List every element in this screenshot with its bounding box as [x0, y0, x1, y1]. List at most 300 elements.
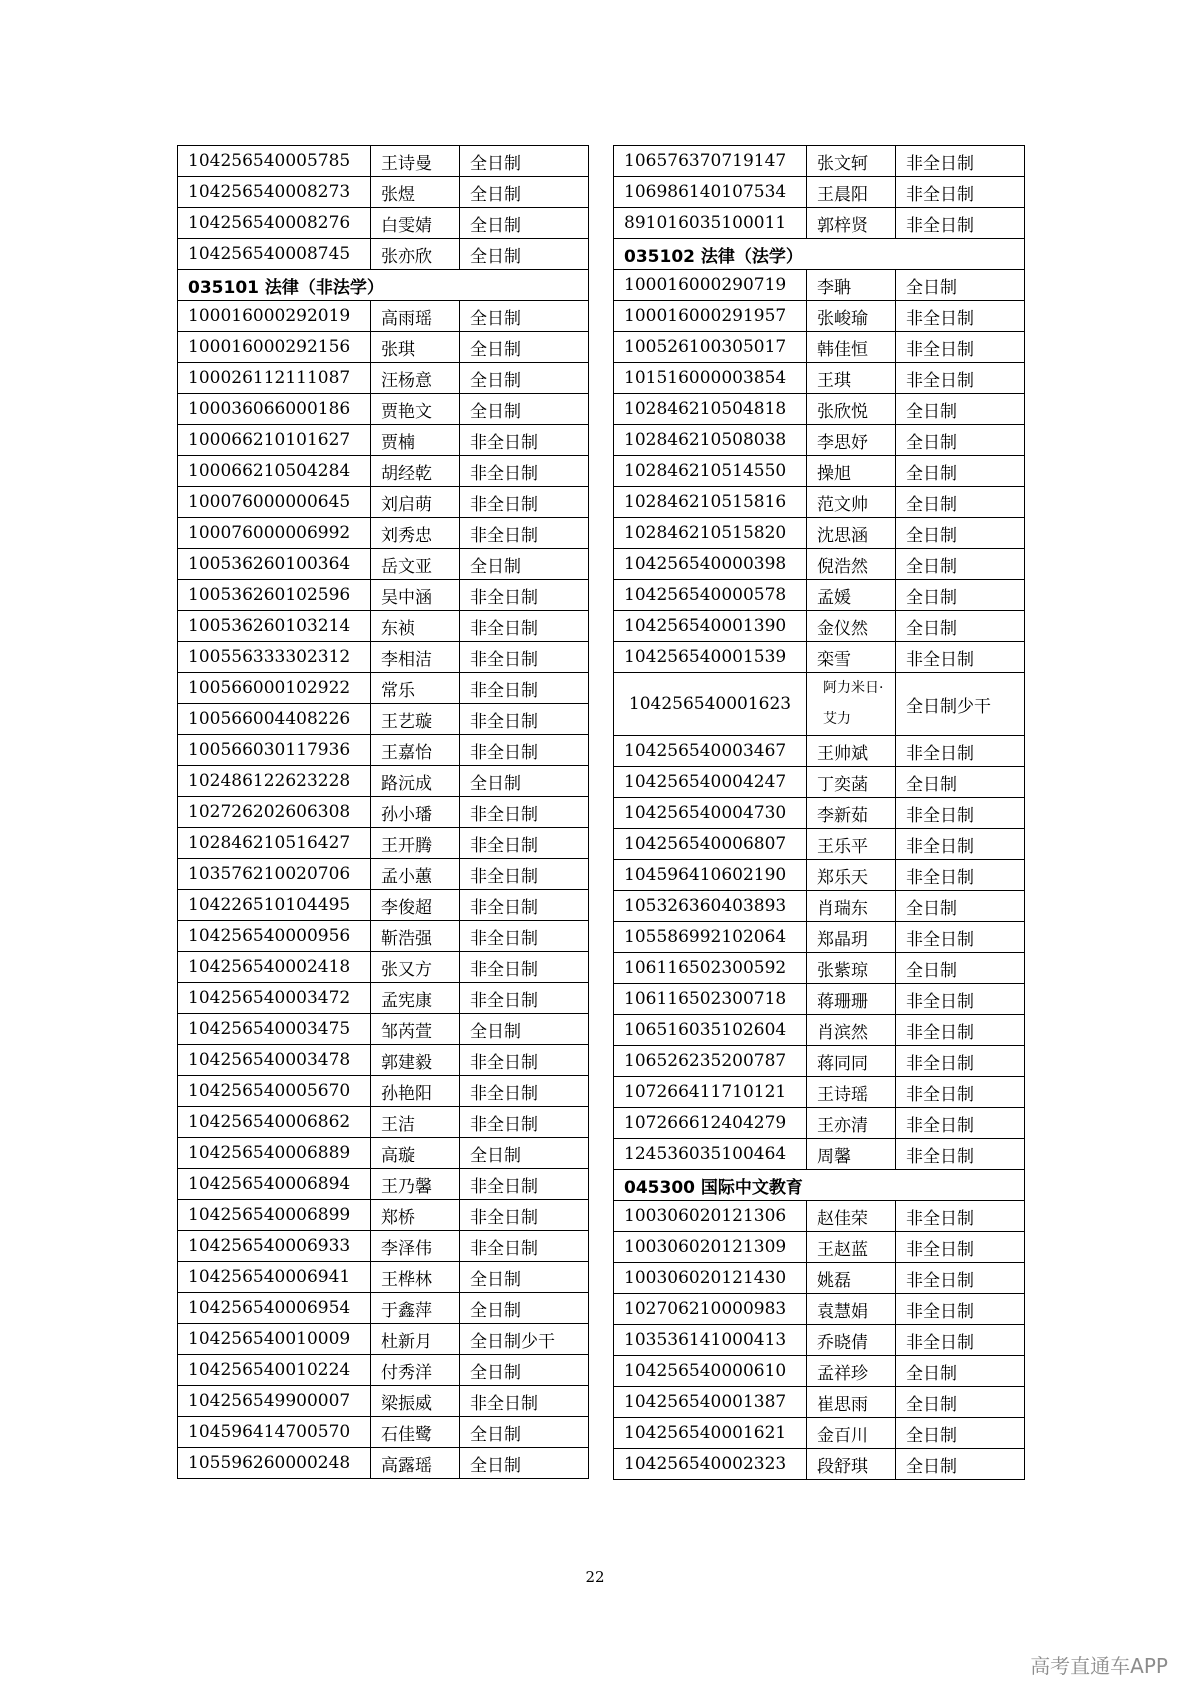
student-name-cell: 高璇: [371, 1138, 460, 1169]
student-name-cell: 王乐平: [807, 829, 896, 860]
table-row: [178, 1107, 589, 1138]
candidate-id-cell: 100306020121309: [614, 1232, 807, 1263]
candidate-id-cell: 102846210514550: [614, 456, 807, 487]
table-row: [614, 1418, 1025, 1449]
study-mode-cell: 非全日制: [460, 1200, 589, 1231]
candidate-id-cell: 104256540000578: [614, 580, 807, 611]
student-name-cell: 李思妤: [807, 425, 896, 456]
study-mode-cell: 非全日制: [460, 983, 589, 1014]
candidate-id-cell: 104256540003472: [178, 983, 371, 1014]
student-name-cell: 栾雪: [807, 642, 896, 673]
table-row: [178, 239, 589, 270]
study-mode-cell: 非全日制: [896, 208, 1025, 239]
student-name-cell: 郑晶玥: [807, 922, 896, 953]
table-row: [614, 891, 1025, 922]
table-row: [614, 984, 1025, 1015]
table-row: [614, 363, 1025, 394]
study-mode-cell: 非全日制: [460, 673, 589, 704]
candidate-id-cell: 102846210508038: [614, 425, 807, 456]
student-name-cell: 崔思雨: [807, 1387, 896, 1418]
student-name-cell: 孟媛: [807, 580, 896, 611]
student-name-cell: 王洁: [371, 1107, 460, 1138]
student-name-cell: 贾楠: [371, 425, 460, 456]
candidate-id-cell: 100526100305017: [614, 332, 807, 363]
table-row: [178, 487, 589, 518]
study-mode-cell: 全日制: [460, 1014, 589, 1045]
student-name-cell: 王乃馨: [371, 1169, 460, 1200]
section-title: 035101 法律（非法学）: [178, 270, 589, 301]
student-name-cell: 肖瑞东: [807, 891, 896, 922]
study-mode-cell: 非全日制: [896, 177, 1025, 208]
student-name-cell: 王诗曼: [371, 146, 460, 177]
student-name-cell: 李俊超: [371, 890, 460, 921]
candidate-id-cell: 104256540001390: [614, 611, 807, 642]
table-row: [614, 301, 1025, 332]
student-name-cell: 付秀洋: [371, 1355, 460, 1386]
candidate-id-cell: 104256540003478: [178, 1045, 371, 1076]
candidate-id-cell: 100556333302312: [178, 642, 371, 673]
candidate-id-cell: 105596260000248: [178, 1448, 371, 1479]
table-row: [178, 549, 589, 580]
study-mode-cell: 非全日制: [460, 456, 589, 487]
table-row: [178, 301, 589, 332]
table-row: [614, 860, 1025, 891]
study-mode-cell: 全日制: [896, 394, 1025, 425]
study-mode-cell: 非全日制: [896, 798, 1025, 829]
table-row: [178, 363, 589, 394]
study-mode-cell: 全日制: [460, 332, 589, 363]
student-name-cell: 孟小蕙: [371, 859, 460, 890]
study-mode-cell: 非全日制: [896, 1263, 1025, 1294]
candidate-id-cell: 104256540004730: [614, 798, 807, 829]
table-row: [614, 394, 1025, 425]
student-name-cell: 孙小璠: [371, 797, 460, 828]
table-row: [614, 1449, 1025, 1480]
candidate-id-cell: 891016035100011: [614, 208, 807, 239]
candidate-id-cell: 104256540001623: [614, 673, 807, 736]
table-row: [178, 828, 589, 859]
table-row: [178, 1386, 589, 1417]
candidate-id-cell: 104256540010224: [178, 1355, 371, 1386]
study-mode-cell: 全日制: [460, 301, 589, 332]
study-mode-cell: 全日制: [460, 208, 589, 239]
study-mode-cell: 非全日制: [460, 642, 589, 673]
candidate-id-cell: 104256540008273: [178, 177, 371, 208]
student-name-cell: 蒋同同: [807, 1046, 896, 1077]
student-name-cell: 韩佳恒: [807, 332, 896, 363]
table-row: [178, 797, 589, 828]
candidate-id-cell: 104256540006862: [178, 1107, 371, 1138]
table-row: [614, 611, 1025, 642]
student-name-cell: 王亦清: [807, 1108, 896, 1139]
student-name-cell: 刘秀忠: [371, 518, 460, 549]
study-mode-cell: 非全日制: [460, 1231, 589, 1262]
study-mode-cell: 全日制: [460, 1262, 589, 1293]
student-name-cell: 孙艳阳: [371, 1076, 460, 1107]
table-row: [614, 1139, 1025, 1170]
study-mode-cell: 非全日制: [460, 1386, 589, 1417]
student-name-cell: 赵佳荣: [807, 1201, 896, 1232]
candidate-id-cell: 102486122623228: [178, 766, 371, 797]
student-name-cell: 张亦欣: [371, 239, 460, 270]
candidate-id-cell: 101516000003854: [614, 363, 807, 394]
student-name-cell: 段舒琪: [807, 1449, 896, 1480]
roster-body-right: [614, 146, 1025, 1480]
student-name-cell: 吴中涵: [371, 580, 460, 611]
student-name-cell: 郑乐天: [807, 860, 896, 891]
candidate-id-cell: 100566030117936: [178, 735, 371, 766]
study-mode-cell: 全日制: [896, 1356, 1025, 1387]
table-row: [178, 1355, 589, 1386]
study-mode-cell: 非全日制: [896, 829, 1025, 860]
table-row: [178, 1200, 589, 1231]
study-mode-cell: 非全日制: [896, 146, 1025, 177]
student-name-cell: 高露瑶: [371, 1448, 460, 1479]
table-row: [614, 829, 1025, 860]
candidate-id-cell: 104256540006933: [178, 1231, 371, 1262]
table-row: [614, 953, 1025, 984]
table-row: [178, 983, 589, 1014]
section-header-row: [178, 270, 589, 301]
study-mode-cell: 全日制: [460, 363, 589, 394]
study-mode-cell: 非全日制: [896, 922, 1025, 953]
student-name-cell: 张又方: [371, 952, 460, 983]
table-row: [178, 704, 589, 735]
study-mode-cell: 全日制: [460, 394, 589, 425]
student-name-cell: 李相洁: [371, 642, 460, 673]
roster-body-left: [178, 146, 589, 1479]
table-row: [178, 673, 589, 704]
candidate-id-cell: 100036066000186: [178, 394, 371, 425]
study-mode-cell: 非全日制: [896, 1077, 1025, 1108]
study-mode-cell: 全日制: [460, 1293, 589, 1324]
candidate-id-cell: 102846210515820: [614, 518, 807, 549]
study-mode-cell: 全日制: [460, 239, 589, 270]
student-name-cell: 李泽伟: [371, 1231, 460, 1262]
candidate-id-cell: 104256540003475: [178, 1014, 371, 1045]
table-row: [614, 798, 1025, 829]
candidate-id-cell: 102846210516427: [178, 828, 371, 859]
student-name-cell: 周馨: [807, 1139, 896, 1170]
candidate-id-cell: 104256540010009: [178, 1324, 371, 1355]
candidate-id-cell: 100306020121430: [614, 1263, 807, 1294]
student-name-cell: 于鑫萍: [371, 1293, 460, 1324]
candidate-id-cell: 104256540006899: [178, 1200, 371, 1231]
table-row: [178, 1045, 589, 1076]
study-mode-cell: 非全日制: [896, 984, 1025, 1015]
student-name-cell: 王晨阳: [807, 177, 896, 208]
student-name-cell: 李聃: [807, 270, 896, 301]
candidate-id-cell: 106576370719147: [614, 146, 807, 177]
student-name-cell: 张文轲: [807, 146, 896, 177]
candidate-id-cell: 104256540000398: [614, 549, 807, 580]
study-mode-cell: 非全日制: [896, 1201, 1025, 1232]
table-row: [178, 518, 589, 549]
table-row: [178, 394, 589, 425]
table-row: [178, 1014, 589, 1045]
table-row: [178, 580, 589, 611]
table-row: [614, 922, 1025, 953]
student-name-cell: 操旭: [807, 456, 896, 487]
candidate-id-cell: 104256540006807: [614, 829, 807, 860]
candidate-id-cell: 104256540000610: [614, 1356, 807, 1387]
study-mode-cell: 非全日制: [460, 704, 589, 735]
student-name-cell: 张峻瑜: [807, 301, 896, 332]
table-row: [178, 1324, 589, 1355]
table-row: [614, 673, 1025, 736]
table-row: [614, 1325, 1025, 1356]
candidate-id-cell: 106526235200787: [614, 1046, 807, 1077]
student-name-cell: 杜新月: [371, 1324, 460, 1355]
table-row: [178, 1448, 589, 1479]
study-mode-cell: 全日制: [460, 1417, 589, 1448]
candidate-id-cell: 100536260100364: [178, 549, 371, 580]
candidate-id-cell: 105326360403893: [614, 891, 807, 922]
student-name-cell: 白雯婧: [371, 208, 460, 239]
candidate-id-cell: 100076000000645: [178, 487, 371, 518]
student-name-cell: 张紫琼: [807, 953, 896, 984]
candidate-id-cell: 106116502300718: [614, 984, 807, 1015]
candidate-id-cell: 100026112111087: [178, 363, 371, 394]
student-name-cell: 汪杨意: [371, 363, 460, 394]
table-row: [178, 766, 589, 797]
student-name-cell: 郭建毅: [371, 1045, 460, 1076]
student-name-cell: 倪浩然: [807, 549, 896, 580]
student-name-cell: 王桦林: [371, 1262, 460, 1293]
candidate-id-cell: 104256540001539: [614, 642, 807, 673]
candidate-id-cell: 100536260102596: [178, 580, 371, 611]
table-row: [614, 487, 1025, 518]
table-row: [614, 549, 1025, 580]
table-row: [614, 1356, 1025, 1387]
study-mode-cell: 非全日制: [896, 1139, 1025, 1170]
study-mode-cell: 全日制少干: [896, 673, 1025, 736]
study-mode-cell: 全日制: [896, 1418, 1025, 1449]
table-row: [178, 642, 589, 673]
student-name-cell: 路沅成: [371, 766, 460, 797]
student-name-cell: 刘启萌: [371, 487, 460, 518]
table-row: [614, 580, 1025, 611]
candidate-id-cell: 100566004408226: [178, 704, 371, 735]
student-name-cell: 李新茹: [807, 798, 896, 829]
student-name-cell: 王开腾: [371, 828, 460, 859]
table-row: [614, 1263, 1025, 1294]
table-row: [178, 952, 589, 983]
study-mode-cell: 非全日制: [896, 1294, 1025, 1325]
table-row: [614, 456, 1025, 487]
student-name-cell: 孟祥珍: [807, 1356, 896, 1387]
table-row: [178, 456, 589, 487]
table-row: [178, 1076, 589, 1107]
table-row: [614, 1232, 1025, 1263]
study-mode-cell: 全日制: [460, 146, 589, 177]
study-mode-cell: 全日制少干: [460, 1324, 589, 1355]
student-name-cell: 王诗瑶: [807, 1077, 896, 1108]
study-mode-cell: 全日制: [460, 1448, 589, 1479]
study-mode-cell: 非全日制: [460, 425, 589, 456]
study-mode-cell: 非全日制: [896, 1046, 1025, 1077]
candidate-id-cell: 104256540006954: [178, 1293, 371, 1324]
student-name-cell: 金仪然: [807, 611, 896, 642]
student-name-cell: 金百川: [807, 1418, 896, 1449]
candidate-id-cell: 106986140107534: [614, 177, 807, 208]
candidate-id-cell: 104256540005785: [178, 146, 371, 177]
student-name-cell: 王琪: [807, 363, 896, 394]
table-row: [178, 1231, 589, 1262]
study-mode-cell: 非全日制: [460, 890, 589, 921]
study-mode-cell: 全日制: [896, 953, 1025, 984]
candidate-id-cell: 104256540006941: [178, 1262, 371, 1293]
candidate-id-cell: 102706210000983: [614, 1294, 807, 1325]
table-row: [614, 1387, 1025, 1418]
study-mode-cell: 非全日制: [896, 301, 1025, 332]
table-row: [614, 177, 1025, 208]
candidate-id-cell: 104256540008745: [178, 239, 371, 270]
section-title: 035102 法律（法学）: [614, 239, 1025, 270]
table-row: [178, 425, 589, 456]
study-mode-cell: 非全日制: [896, 860, 1025, 891]
table-row: [178, 611, 589, 642]
study-mode-cell: 非全日制: [896, 736, 1025, 767]
student-name-cell: 常乐: [371, 673, 460, 704]
table-row: [614, 332, 1025, 363]
student-name-cell: 贾艳文: [371, 394, 460, 425]
study-mode-cell: 非全日制: [896, 363, 1025, 394]
table-row: [178, 1169, 589, 1200]
student-name-cell: 高雨瑶: [371, 301, 460, 332]
student-name-cell: 丁奕菡: [807, 767, 896, 798]
student-name-cell: 郑桥: [371, 1200, 460, 1231]
candidate-id-cell: 105586992102064: [614, 922, 807, 953]
table-row: [178, 921, 589, 952]
study-mode-cell: 全日制: [896, 1387, 1025, 1418]
table-row: [178, 1138, 589, 1169]
student-name-cell: 王赵蓝: [807, 1232, 896, 1263]
study-mode-cell: 全日制: [896, 425, 1025, 456]
candidate-id-cell: 102846210504818: [614, 394, 807, 425]
study-mode-cell: 非全日制: [896, 332, 1025, 363]
study-mode-cell: 全日制: [896, 611, 1025, 642]
candidate-id-cell: 100016000290719: [614, 270, 807, 301]
study-mode-cell: 非全日制: [896, 1325, 1025, 1356]
table-row: [178, 1293, 589, 1324]
table-row: [614, 1015, 1025, 1046]
roster-table-right: [613, 145, 1025, 1480]
candidate-id-cell: 104256549900007: [178, 1386, 371, 1417]
candidate-id-cell: 103576210020706: [178, 859, 371, 890]
student-name-cell: 孟宪康: [371, 983, 460, 1014]
candidate-id-cell: 107266411710121: [614, 1077, 807, 1108]
study-mode-cell: 非全日制: [896, 1015, 1025, 1046]
student-name-cell: 肖滨然: [807, 1015, 896, 1046]
table-row: [614, 425, 1025, 456]
study-mode-cell: 非全日制: [460, 580, 589, 611]
study-mode-cell: 非全日制: [460, 828, 589, 859]
candidate-id-cell: 104256540001387: [614, 1387, 807, 1418]
table-row: [614, 208, 1025, 239]
table-row: [178, 208, 589, 239]
study-mode-cell: 全日制: [896, 270, 1025, 301]
section-header-row: [614, 239, 1025, 270]
study-mode-cell: 全日制: [460, 766, 589, 797]
student-name-cell: 王艺璇: [371, 704, 460, 735]
candidate-id-cell: 104256540002418: [178, 952, 371, 983]
student-name-cell: 东祯: [371, 611, 460, 642]
candidate-id-cell: 100536260103214: [178, 611, 371, 642]
table-row: [614, 1077, 1025, 1108]
study-mode-cell: 全日制: [896, 580, 1025, 611]
table-row: [614, 1108, 1025, 1139]
study-mode-cell: 全日制: [896, 549, 1025, 580]
candidate-id-cell: 104256540004247: [614, 767, 807, 798]
study-mode-cell: 全日制: [896, 518, 1025, 549]
section-header-row: [614, 1170, 1025, 1201]
candidate-id-cell: 103536141000413: [614, 1325, 807, 1356]
student-name-cell: 张琪: [371, 332, 460, 363]
page-number: 22: [585, 1568, 605, 1586]
study-mode-cell: 非全日制: [896, 1108, 1025, 1139]
table-row: [178, 1262, 589, 1293]
study-mode-cell: 全日制: [896, 767, 1025, 798]
table-row: [614, 270, 1025, 301]
candidate-id-cell: 104256540008276: [178, 208, 371, 239]
candidate-id-cell: 104256540001621: [614, 1418, 807, 1449]
candidate-id-cell: 100306020121306: [614, 1201, 807, 1232]
student-name-cell: 石佳鹭: [371, 1417, 460, 1448]
candidate-id-cell: 100066210504284: [178, 456, 371, 487]
table-row: [614, 1201, 1025, 1232]
study-mode-cell: 全日制: [460, 549, 589, 580]
student-name-cell: 阿力米日·艾力: [807, 673, 896, 736]
candidate-id-cell: 100566000102922: [178, 673, 371, 704]
candidate-id-cell: 100066210101627: [178, 425, 371, 456]
student-name-cell: 胡经乾: [371, 456, 460, 487]
study-mode-cell: 非全日制: [460, 1169, 589, 1200]
study-mode-cell: 非全日制: [460, 518, 589, 549]
candidate-id-cell: 100016000292019: [178, 301, 371, 332]
table-row: [614, 1046, 1025, 1077]
table-row: [178, 890, 589, 921]
study-mode-cell: 非全日制: [460, 611, 589, 642]
study-mode-cell: 全日制: [896, 487, 1025, 518]
student-name-cell: 姚磊: [807, 1263, 896, 1294]
table-row: [614, 146, 1025, 177]
table-row: [178, 332, 589, 363]
roster-table-left: [177, 145, 589, 1479]
candidate-id-cell: 100016000292156: [178, 332, 371, 363]
study-mode-cell: 非全日制: [460, 487, 589, 518]
study-mode-cell: 全日制: [896, 1449, 1025, 1480]
section-title: 045300 国际中文教育: [614, 1170, 1025, 1201]
table-row: [178, 146, 589, 177]
candidate-id-cell: 104226510104495: [178, 890, 371, 921]
student-name-cell: 张煜: [371, 177, 460, 208]
candidate-id-cell: 104256540003467: [614, 736, 807, 767]
table-row: [178, 859, 589, 890]
candidate-id-cell: 106516035102604: [614, 1015, 807, 1046]
student-name-cell: 沈思涵: [807, 518, 896, 549]
student-name-cell: 范文帅: [807, 487, 896, 518]
study-mode-cell: 非全日制: [460, 1076, 589, 1107]
candidate-id-cell: 106116502300592: [614, 953, 807, 984]
study-mode-cell: 非全日制: [460, 735, 589, 766]
candidate-id-cell: 104256540006894: [178, 1169, 371, 1200]
table-row: [614, 736, 1025, 767]
student-name-cell: 梁振威: [371, 1386, 460, 1417]
student-name-cell: 王帅斌: [807, 736, 896, 767]
candidate-id-cell: 100076000006992: [178, 518, 371, 549]
candidate-id-cell: 104256540006889: [178, 1138, 371, 1169]
